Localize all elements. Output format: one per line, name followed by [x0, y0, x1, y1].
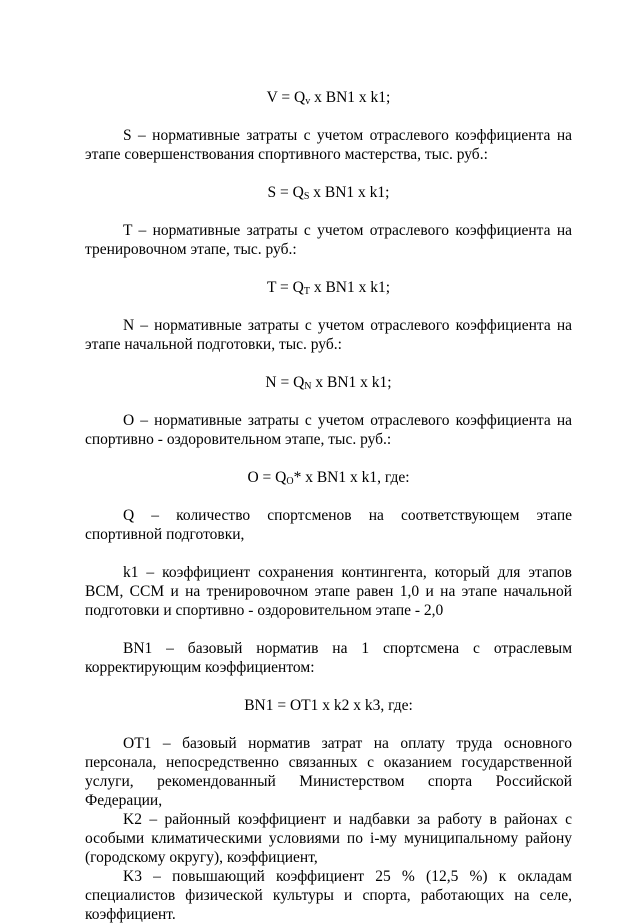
paragraph-n-definition: N – нормативные затраты с учетом отраслевого коэффициента на этапе начальной подготовки, тыс. руб.: [85, 317, 572, 353]
formula-t [85, 278, 572, 297]
formula-s-lhs: S = Q [267, 184, 304, 201]
paragraph-k2-definition: K2 – районный коэффициент и надбавки за работу в районах с особыми климатическими условиями по i-му муниципальному району (городскому округу), коэффициент, [85, 811, 572, 866]
formula-v-subscript: v [305, 96, 311, 107]
paragraph-k1-definition: k1 – коэффициент сохранения контингента, который для этапов ВСМ, ССМ и на тренировочном этапе равен 1,0 и на этапе начальной подготовки и спортивно - оздоровительном этапе - 2,0 [85, 564, 572, 619]
formula-n-lhs: N = Q [265, 374, 305, 391]
formula-v [85, 88, 572, 107]
formula-s-rhs: x BN1 x k1; [309, 184, 390, 201]
formula-bn1: BN1 = OT1 x k2 x k3, где: [244, 697, 413, 714]
paragraph-t-definition: T – нормативные затраты с учетом отраслевого коэффициента на тренировочном этапе, тыс. руб.: [85, 222, 572, 258]
formula-o-subscript: O [286, 476, 294, 487]
formula-s-subscript: S [303, 191, 310, 202]
paragraph-o-definition: O – нормативные затраты с учетом отраслевого коэффициента на спортивно - оздоровительном этапе, тыс. руб.: [85, 412, 572, 448]
formula-v-lhs: V = Q [266, 89, 306, 106]
formula-s [85, 183, 572, 202]
formula-o-rhs: * x BN1 x k1, где: [293, 469, 410, 486]
formula-n-rhs: x BN1 x k1; [311, 374, 392, 391]
formula-o-lhs: O = Q [247, 469, 287, 486]
paragraph-s-definition: S – нормативные затраты с учетом отраслевого коэффициента на этапе совершенствования спортивного мастерства, тыс. руб.: [85, 127, 572, 163]
paragraph-k3-definition: K3 – повышающий коэффициент 25 % (12,5 %) к окладам специалистов физической культуры и спорта, работающих на селе, коэффициент. [85, 868, 572, 923]
paragraph-q-definition: Q – количество спортсменов на соответствующем этапе спортивной подготовки, [85, 507, 572, 543]
paragraph-ot1-definition: OT1 – базовый норматив затрат на оплату труда основного персонала, непосредственно связанных с оказанием государственной услуги, рекомендованный Министерством спорта Российской Федерации, [85, 735, 572, 809]
formula-v-rhs: x BN1 x k1; [310, 89, 391, 106]
formula-n-subscript: N [304, 381, 312, 392]
formula-t-rhs: x BN1 x k1; [309, 279, 391, 296]
formula-t-lhs: T = Q [266, 279, 304, 296]
formula-t-subscript: T [303, 286, 310, 297]
formula-n [85, 373, 572, 392]
paragraph-bn1-definition: BN1 – базовый норматив на 1 спортсмена с отраслевым корректирующим коэффициентом: [85, 640, 572, 676]
formula-o [85, 468, 572, 487]
